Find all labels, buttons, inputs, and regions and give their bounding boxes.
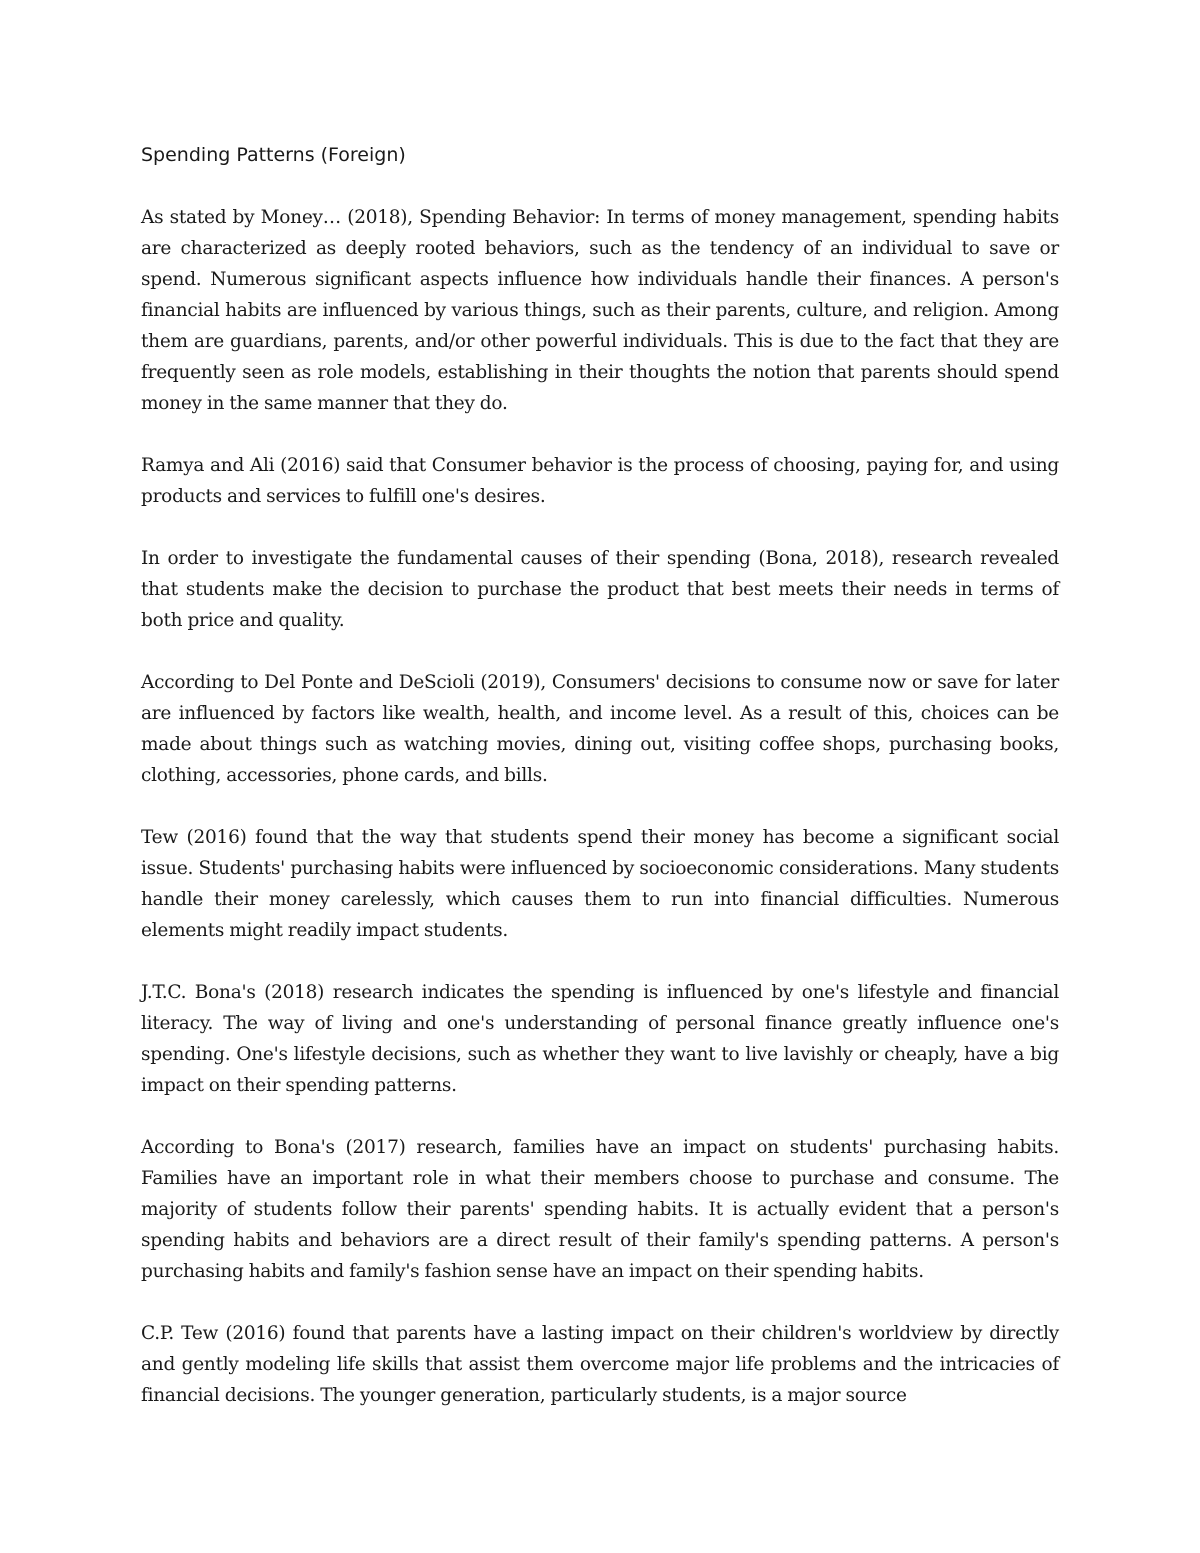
section-heading: Spending Patterns (Foreign) xyxy=(141,144,406,166)
paragraph-bona-2017: According to Bona's (2017) research, families have an impact on students' purchasing habits. Families have an important role in what their members choose to purchase and consume. The majority of students follow their parents' spending habits. It is actually evident that a person's spending habits and behaviors are a direct result of their family's spending patterns. A person's purchasing habits and family's fashion sense have an impact on their spending habits. xyxy=(141,1137,1059,1282)
document-body xyxy=(141,140,1059,1411)
paragraph-cp-tew-2016: C.P. Tew (2016) found that parents have a lasting impact on their children's worldview by directly and gently modeling life skills that assist them overcome major life problems and the intricacies of financial decisions. The younger generation, particularly students, is a major source xyxy=(141,1323,1059,1406)
paragraph-jtc-bona-2018: J.T.C. Bona's (2018) research indicates the spending is influenced by one's lifestyle and financial literacy. The way of living and one's understanding of personal finance greatly influence one's spending. One's lifestyle decisions, such as whether they want to live lavishly or cheaply, have a big impact on their spending patterns. xyxy=(141,982,1059,1096)
paragraph-bona-2018-causes: In order to investigate the fundamental causes of their spending (Bona, 2018), research revealed that students make the decision to purchase the product that best meets their needs in terms of both price and quality. xyxy=(141,548,1059,631)
paragraph-tew-2016: Tew (2016) found that the way that students spend their money has become a significant social issue. Students' purchasing habits were influenced by socioeconomic considerations. Many students handle their money carelessly, which causes them to run into financial difficulties. Numerous elements might readily impact students. xyxy=(141,827,1059,941)
paragraph-del-ponte-descioli-2019: According to Del Ponte and DeScioli (2019), Consumers' decisions to consume now or save for later are influenced by factors like wealth, health, and income level. As a result of this, choices can be made about things such as watching movies, dining out, visiting coffee shops, purchasing books, clothing, accessories, phone cards, and bills. xyxy=(141,672,1059,786)
paragraph-money-2018: As stated by Money… (2018), Spending Behavior: In terms of money management, spending habits are characterized as deeply rooted behaviors, such as the tendency of an individual to save or spend. Numerous significant aspects influence how individuals handle their finances. A person's financial habits are influenced by various things, such as their parents, culture, and religion. Among them are guardians, parents, and/or other powerful individuals. This is due to the fact that they are frequently seen as role models, establishing in their thoughts the notion that parents should spend money in the same manner that they do. xyxy=(141,207,1059,414)
paragraph-ramya-ali-2016: Ramya and Ali (2016) said that Consumer behavior is the process of choosing, paying for, and using products and services to fulfill one's desires. xyxy=(141,455,1059,507)
